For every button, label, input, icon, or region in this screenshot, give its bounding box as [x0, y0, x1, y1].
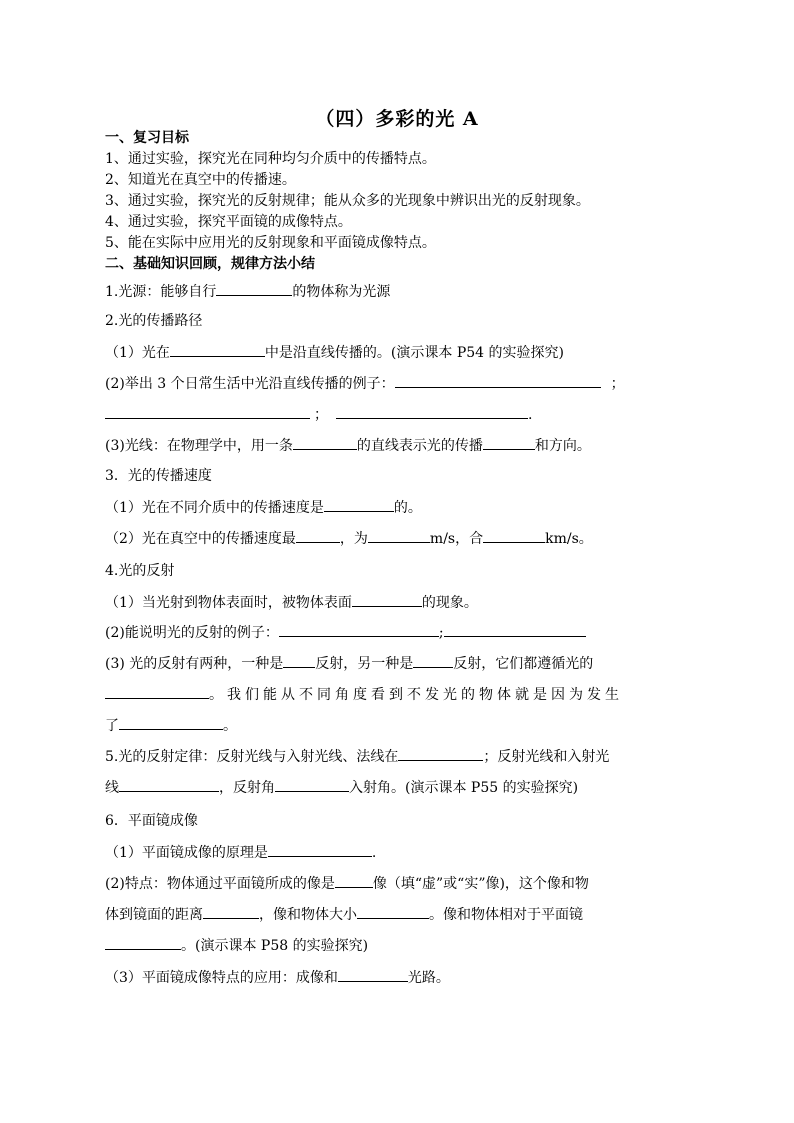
q6-p3-blank[interactable] [338, 967, 408, 982]
q6-part2-end [105, 935, 368, 956]
q2-title: 2.光的传播路径 [105, 313, 203, 329]
q3-title: 3．光的传播速度 [105, 468, 212, 484]
q6-p2-blank-2[interactable] [203, 904, 259, 919]
q4-p3-text-a: (3) 光的反射有两种，一种是 [105, 656, 284, 672]
q2-p3-blank-2[interactable] [483, 435, 535, 450]
goal-item-1: 1、通过实验，探究光在同种均匀介质中的传播特点。 [105, 151, 436, 167]
q3-p2-text-d: km/s。 [545, 531, 593, 547]
q4-p3-text-e: 了 [105, 718, 119, 734]
q6-part2 [105, 873, 589, 894]
q2-p3-text-a: (3)光线：在物理学中，用一条 [105, 438, 293, 454]
q2-p1-text-b: 中是沿直线传播的。(演示课本 P54 的实验探究) [264, 345, 564, 361]
section-heading-basics: 二、基础知识回顾，规律方法小结 [105, 256, 315, 272]
q4-p3-text-f: 。 [223, 718, 237, 734]
q6-p2-blank-3[interactable] [357, 904, 429, 919]
q6-p2-blank-1[interactable] [335, 873, 373, 888]
q5-text-b: ；反射光线和入射光 [483, 749, 610, 765]
q1-blank[interactable] [216, 281, 292, 296]
q6-p2-text-b: 像（填“虚”或“实”像)，这个像和物 [372, 876, 589, 892]
q6-p3-text-b: 光路。 [407, 970, 450, 986]
q2-p2-text-d: . [528, 407, 533, 423]
q4-p3-blank-4[interactable] [119, 715, 223, 730]
q2-p2-blank-2[interactable] [105, 404, 310, 419]
q2-p2-text-b: ； [610, 376, 625, 392]
q4-p2-blank-2[interactable] [444, 622, 586, 637]
q4-part3-end [105, 715, 237, 736]
q3-p1-blank[interactable] [324, 497, 394, 512]
q2-p1-text-a: （1）光在 [105, 345, 170, 361]
q1-text-a: 1.光源：能够自行 [105, 284, 217, 300]
q6-p2-text-c: 体到镜面的距离 [105, 907, 203, 923]
q6-part3 [105, 967, 450, 988]
page-title: （四）多彩的光 A [315, 108, 479, 130]
q4-p1-text-b: 的现象。 [421, 595, 478, 611]
q2-p3-text-b: 的直线表示光的传播 [356, 438, 483, 454]
q1-text-b: 的物体称为光源 [292, 284, 391, 300]
q5-line-2 [105, 777, 578, 798]
q6-p2-text-a: (2)特点：物体通过平面镜所成的像是 [105, 876, 335, 892]
q6-part2-cont [105, 904, 583, 925]
goal-item-4: 4、通过实验，探究平面镜的成像特点。 [105, 214, 352, 230]
q4-p3-blank-1[interactable] [283, 653, 315, 668]
q6-p1-text-b: . [371, 845, 377, 861]
q5-text-d: ，反射角 [219, 780, 275, 796]
q5-blank-2[interactable] [119, 777, 219, 792]
q6-p1-blank[interactable] [268, 842, 372, 857]
q2-p3-blank-1[interactable] [293, 435, 357, 450]
q5-text-a: 5.光的反射定律：反射光线与入射光线、法线在 [105, 749, 399, 765]
q5-text-c: 线 [105, 780, 119, 796]
q5-blank-3[interactable] [275, 777, 349, 792]
q4-p1-text-a: （1）当光射到物体表面时，被物体表面 [105, 595, 352, 611]
q4-p2-text-b: ; [438, 625, 444, 641]
q2-p2-blank-3[interactable] [336, 404, 528, 419]
q2-part3 [105, 435, 591, 456]
q4-part3-cont [105, 684, 623, 705]
q3-p2-text-c: m/s，合 [429, 531, 484, 547]
q6-p2-text-f: 。(演示课本 P58 的实验探究) [181, 938, 369, 954]
q3-p1-text-b: 的。 [393, 500, 422, 516]
q6-p2-text-d: ，像和物体大小 [259, 907, 357, 923]
q6-p1-text-a: （1）平面镜成像的原理是 [105, 845, 268, 861]
q2-p2-blank-1[interactable] [395, 373, 601, 388]
q4-p3-text-b: 反射，另一种是 [315, 656, 414, 672]
q4-part1 [105, 592, 478, 613]
q6-p2-text-e: 。像和物体相对于平面镜 [429, 907, 583, 923]
q3-p2-blank-1[interactable] [296, 528, 340, 543]
q5-line-1 [105, 746, 609, 767]
q2-part2-cont [105, 404, 532, 425]
q3-p2-blank-2[interactable] [368, 528, 430, 543]
goal-item-5: 5、能在实际中应用光的反射现象和平面镜成像特点。 [105, 235, 436, 251]
q2-p1-blank[interactable] [170, 342, 265, 357]
question-1 [105, 281, 390, 302]
q3-p2-blank-3[interactable] [483, 528, 545, 543]
q4-part3 [105, 653, 593, 674]
q6-part1 [105, 842, 376, 863]
q6-p3-text-a: （3）平面镜成像特点的应用：成像和 [105, 970, 338, 986]
section-heading-review-goals: 一、复习目标 [105, 130, 189, 146]
q4-p3-text-c: 反射，它们都遵循光的 [453, 656, 594, 672]
q4-part2 [105, 622, 586, 643]
q3-part1 [105, 497, 422, 518]
q2-part2 [105, 373, 625, 394]
q2-p2-text-c: ； [314, 407, 328, 423]
q4-p1-blank[interactable] [352, 592, 422, 607]
q6-title: 6．平面镜成像 [105, 813, 198, 829]
q5-blank-1[interactable] [398, 746, 483, 761]
q4-title: 4.光的反射 [105, 563, 175, 579]
goal-item-3: 3、通过实验，探究光的反射规律；能从众多的光现象中辨识出光的反射现象。 [105, 193, 590, 209]
q3-part2 [105, 528, 593, 549]
q4-p2-text-a: (2)能说明光的反射的例子： [105, 625, 279, 641]
q4-p3-text-d: 。我们能从不同角度看到不发光的物体就是因为发生 [209, 687, 623, 703]
q3-p1-text-a: （1）光在不同介质中的传播速度是 [105, 500, 324, 516]
q5-text-e: 入射角。(演示课本 P55 的实验探究) [349, 780, 579, 796]
q3-p2-text-a: （2）光在真空中的传播速度最 [105, 531, 296, 547]
q4-p3-blank-2[interactable] [413, 653, 453, 668]
q2-p2-text-a: (2)举出 3 个日常生活中光沿直线传播的例子： [105, 376, 395, 392]
goal-item-2: 2、知道光在真空中的传播速。 [105, 172, 296, 188]
q6-p2-blank-4[interactable] [105, 935, 181, 950]
q3-p2-text-b: ，为 [339, 531, 368, 547]
q2-part1 [105, 342, 564, 363]
q4-p3-blank-3[interactable] [105, 684, 209, 699]
q2-p3-text-c: 和方向。 [534, 438, 591, 454]
q4-p2-blank-1[interactable] [279, 622, 439, 637]
